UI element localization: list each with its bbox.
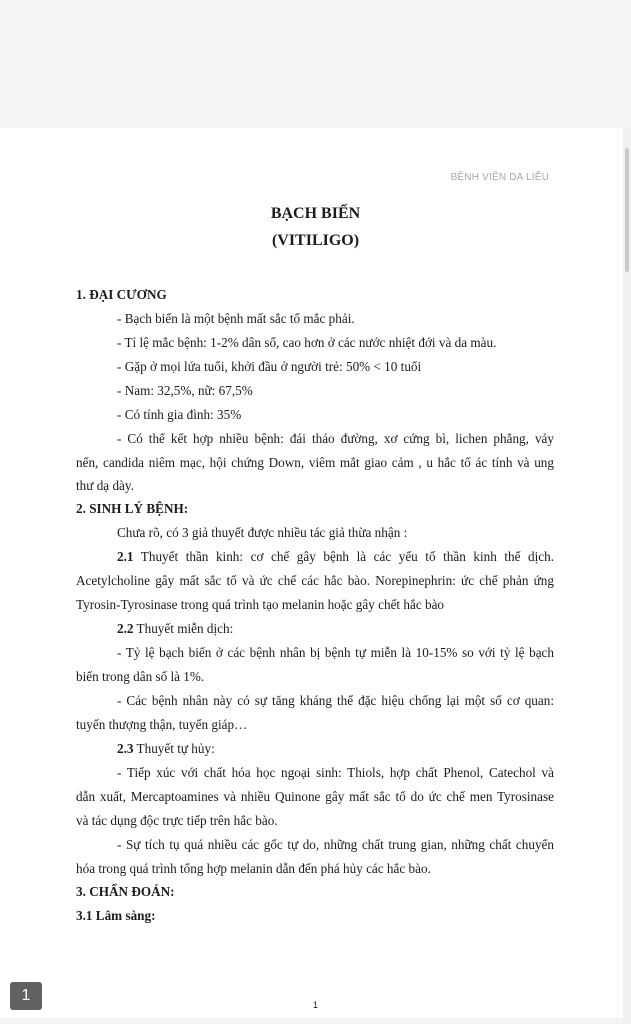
paragraph-line: - Nam: 32,5%, nữ: 67,5% (117, 383, 253, 398)
subsection-title: Thuyết tự hủy: (136, 741, 215, 756)
paragraph-line: - Tỉ lệ mắc bệnh: 1-2% dân số, cao hơn ở các nước nhiệt đới và da màu. (117, 335, 497, 350)
page-indicator[interactable]: 1 (10, 982, 42, 1010)
paragraph-line: tuyến thượng thận, tuyến giáp… (76, 717, 248, 732)
paragraph-line: - Sự tích tụ quá nhiều các gốc tự do, những chất trung gian, những chất chuyển (117, 837, 554, 852)
paragraph-line: - Có tính gia đình: 35% (117, 407, 242, 422)
section-1-heading: 1. ĐẠI CƯƠNG (76, 287, 167, 302)
paragraph-line: nến, candida niêm mạc, hội chứng Down, viêm mắt giao cảm , u hắc tố ác tính và ung (76, 455, 554, 470)
paragraph-line: Acetylcholine gây mất sắc tố và ức chế các hắc bào. Norepinephrin: ức chế phản ứng (76, 573, 554, 588)
paragraph-line: thư dạ dày. (76, 478, 134, 493)
page-number: 1 (312, 1000, 318, 1010)
document-title: BẠCH BIẾN (270, 205, 361, 222)
subsection-number: 2.1 (117, 549, 134, 564)
subsection-heading (117, 620, 233, 638)
section-2-heading: 2. SINH LÝ BỆNH: (76, 501, 189, 516)
paragraph-line: - Gặp ở mọi lứa tuổi, khởi đầu ở người trẻ: 50% < 10 tuổi (117, 359, 422, 374)
paragraph-line: Chưa rõ, có 3 giả thuyết được nhiều tác giả thừa nhận : (117, 525, 408, 540)
paragraph-line: - Các bệnh nhân này có sự tăng kháng thể đặc hiệu chống lại một số cơ quan: (117, 693, 554, 708)
paragraph-line (117, 548, 554, 566)
scrollbar-thumb[interactable] (625, 148, 629, 272)
subsection-number: 2.3 (117, 741, 134, 756)
viewer-top-area (0, 0, 631, 128)
subsection-heading (117, 740, 215, 758)
paragraph-line: - Bạch biến là một bệnh mất sắc tố mắc phải. (117, 311, 355, 326)
subsection-title: Thuyết miễn dịch: (136, 621, 234, 636)
paragraph-line: biến trong dân số là 1%. (76, 669, 205, 684)
paragraph-line: - Tỷ lệ bạch biến ở các bệnh nhân bị bệnh tự miễn là 10-15% so với tỷ lệ bạch (117, 645, 554, 660)
paragraph-line: và tác dụng độc trực tiếp trên hắc bào. (76, 813, 278, 828)
document-page (0, 128, 623, 1018)
paragraph-line: dẫn xuất, Mercaptoamines và nhiều Quinone gây mất sắc tố do ức chế men Tyrosinase (76, 789, 554, 804)
subsection-number: 2.2 (117, 621, 134, 636)
section-3-heading: 3. CHẨN ĐOÁN: (76, 884, 175, 899)
paragraph-text: Thuyết thần kinh: cơ chế gây bệnh là các yếu tố thần kinh thể dịch. (140, 549, 555, 564)
document-subtitle: (VITILIGO) (271, 232, 360, 249)
paragraph-line: hóa trong quá trình tổng hợp melanin dẫn đến phá hủy các hắc bào. (76, 861, 431, 876)
paragraph-line: - Có thể kết hợp nhiều bệnh: đái tháo đường, xơ cứng bì, lichen phẳng, vảy (117, 431, 554, 446)
hospital-header: BỆNH VIỆN DA LIỄU (450, 172, 549, 183)
paragraph-line: - Tiếp xúc với chất hóa học ngoại sinh: Thiols, hợp chất Phenol, Catechol và (117, 765, 554, 780)
paragraph-line: Tyrosin-Tyrosinase trong quá trình tạo melanin hoặc gây chết hắc bào (76, 597, 445, 612)
subsection-heading: 3.1 Lâm sàng: (76, 908, 156, 923)
